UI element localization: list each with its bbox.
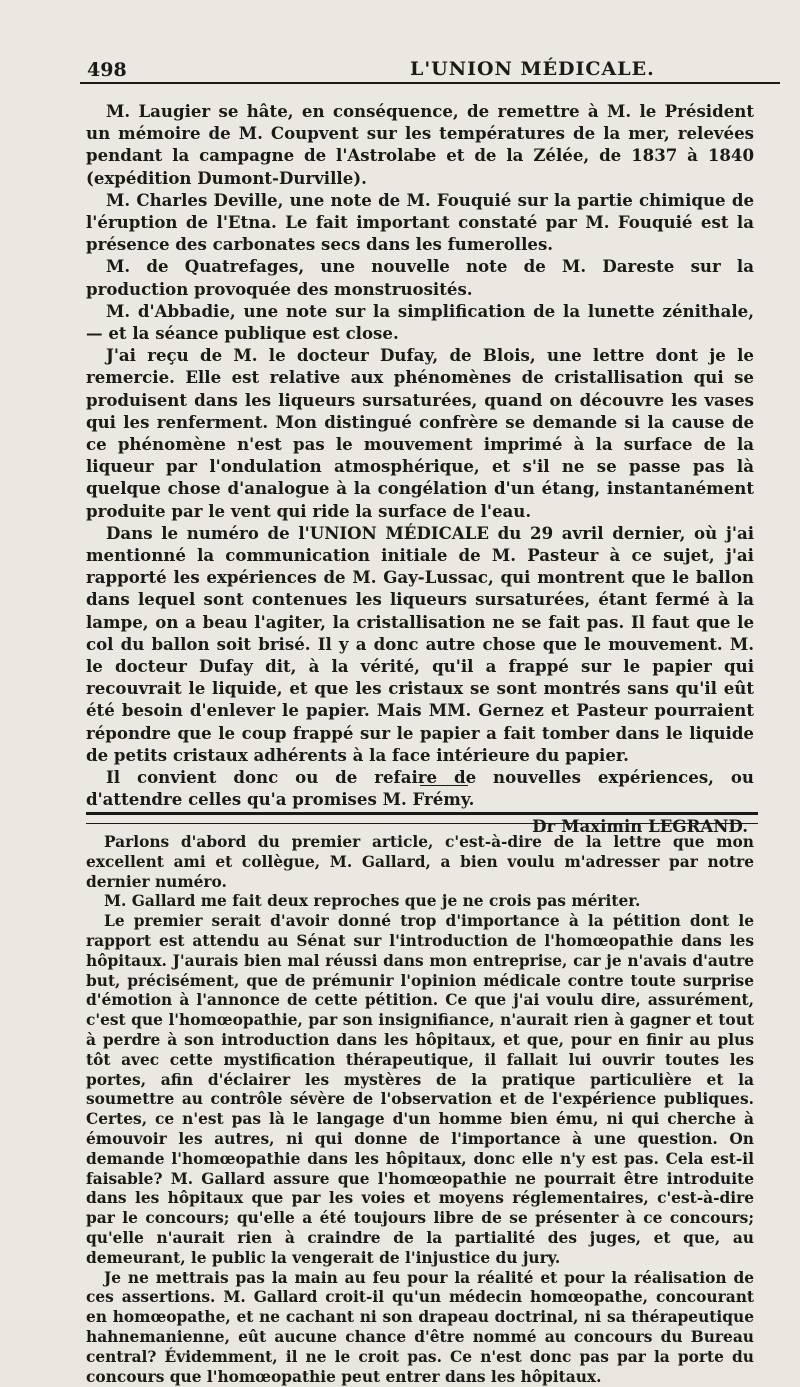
signature: Dr Maximin LEGRAND. xyxy=(532,815,748,836)
paragraph: Parlons d'abord du premier article, c'est-à-dire de la lettre que mon excellent ami et collègue, M. Gallard, a bien voulu m'adresser par notre dernier numéro. xyxy=(86,833,754,891)
double-rule-divider xyxy=(86,812,758,824)
paragraph: Je ne mettrais pas la main au feu pour la réalité et pour la réalisation de ces assertions. M. Gallard croit-il qu'un médecin homœopathe, concourant en homœopathe, et ne cachant ni son drapeau doctrinal, ni sa thérapeutique hahnemanienne, eût aucune chance d'être nommé au concours du Bureau central? Évidemment, il ne le croit pas. Ce n'est donc pas par la porte du concours que l'homœopathie peut entrer dans les hôpitaux. xyxy=(86,1268,754,1386)
paragraph: Dans le numéro de l'UNION MÉDICALE du 29 avril dernier, où j'ai mentionné la communication initiale de M. Pasteur à ce sujet, j'ai rapporté les expériences de M. Gay-Lussac, qui montrent que le ballon dans lequel sont contenues les liqueurs sursaturées, étant fermé à la lampe, on a beau l'agiter, la cristallisation ne se fait pas. Il faut que le col du ballon soit brisé. Il y a donc autre chose que le mouvement. M. le docteur Dufay dit, à la vérité, qu'il a frappé sur le papier qui recouvrait le liquide, et que les cristaux se sont montrés sans qu'il eût été besoin d'enlever le papier. Mais MM. Gernez et Pasteur pourraient répondre que le coup frappé sur le papier a fait tomber dans le liquide de petits cristaux adhérents à la face intérieure du papier. xyxy=(86,522,754,765)
paragraph: Il convient donc ou de refaire de nouvelles expériences, ou d'attendre celles qu'a promises M. Frémy. xyxy=(86,767,754,810)
paragraph: M. Gallard me fait deux reproches que je ne crois pas mériter. xyxy=(104,892,641,911)
article-bottom xyxy=(86,833,754,1387)
header-rule xyxy=(80,82,780,84)
section-separator xyxy=(420,785,468,786)
paragraph: J'ai reçu de M. le docteur Dufay, de Blois, une lettre dont je le remercie. Elle est relative aux phénomènes de cristallisation qui se produisent dans les liqueurs sursaturées, quand on découvre les vases qui les renferment. Mon distingué confrère se demande si la cause de ce phénomène n'est pas le mouvement imprimé à la surface de la liqueur par l'ondulation atmosphérique, et s'il ne se passe pas là quelque chose d'analogue à la congélation d'un étang, instantanément produite par le vent qui ride la surface de l'eau. xyxy=(86,345,754,521)
paragraph: M. Laugier se hâte, en conséquence, de remettre à M. le Président un mémoire de M. Coupvent sur les températures de la mer, relevées pendant la campagne de l'Astrolabe et de la Zélée, de 1837 à 1840 (expédition Dumont-Durville). xyxy=(86,101,754,188)
page-header xyxy=(80,50,780,82)
paragraph: M. de Quatrefages, une nouvelle note de M. Dareste sur la production provoquée des monstruosités. xyxy=(86,256,754,299)
journal-title: L'UNION MÉDICALE. xyxy=(410,58,655,80)
paragraph: Le premier serait d'avoir donné trop d'importance à la pétition dont le rapport est attendu au Sénat sur l'introduction de l'homœopathie dans les hôpitaux. J'aurais bien mal réussi dans mon entreprise, car je n'avais d'autre but, précisément, que de prémunir l'opinion médicale contre toute surprise d'émotion à l'annonce de cette pétition. Ce que j'ai voulu dire, assurément, c'est que l'homœopathie, par son insignifiance, n'aurait rien à gagner et tout à perdre à son introduction dans les hôpitaux, et que, pour en finir au plus tôt avec cette mystification thérapeutique, il fallait lui ouvrir toutes les portes, afin d'éclairer les mystères de la pratique particulière et la soumettre au contrôle sévère de l'observation et de l'expérience publiques. Certes, ce n'est pas là le langage d'un homme bien ému, ni qui cherche à émouvoir les autres, ni qui donne de l'importance à une question. On demande l'homœopathie dans les hôpitaux, donc elle n'y est pas. Cela est-il faisable? M. Gallard assure que l'homœopathie ne pourrait être introduite dans les hôpitaux que par les voies et moyens réglementaires, c'est-à-dire par le concours; qu'elle a été toujours libre de se présenter à ce concours; qu'elle n'aurait rien à craindre de la partialité des juges, et que, au demeurant, le public la vengerait de l'injustice du jury. xyxy=(86,912,754,1267)
paragraph: M. d'Abbadie, une note sur la simplification de la lunette zénithale, — et la séance publique est close. xyxy=(86,300,754,344)
paragraph: M. Charles Deville, une note de M. Fouquié sur la partie chimique de l'éruption de l'Etna. Le fait important constaté par M. Fouquié est la présence des carbonates secs dans les fumerolles. xyxy=(86,189,754,255)
page-number: 498 xyxy=(87,59,127,81)
article-top xyxy=(86,100,754,837)
